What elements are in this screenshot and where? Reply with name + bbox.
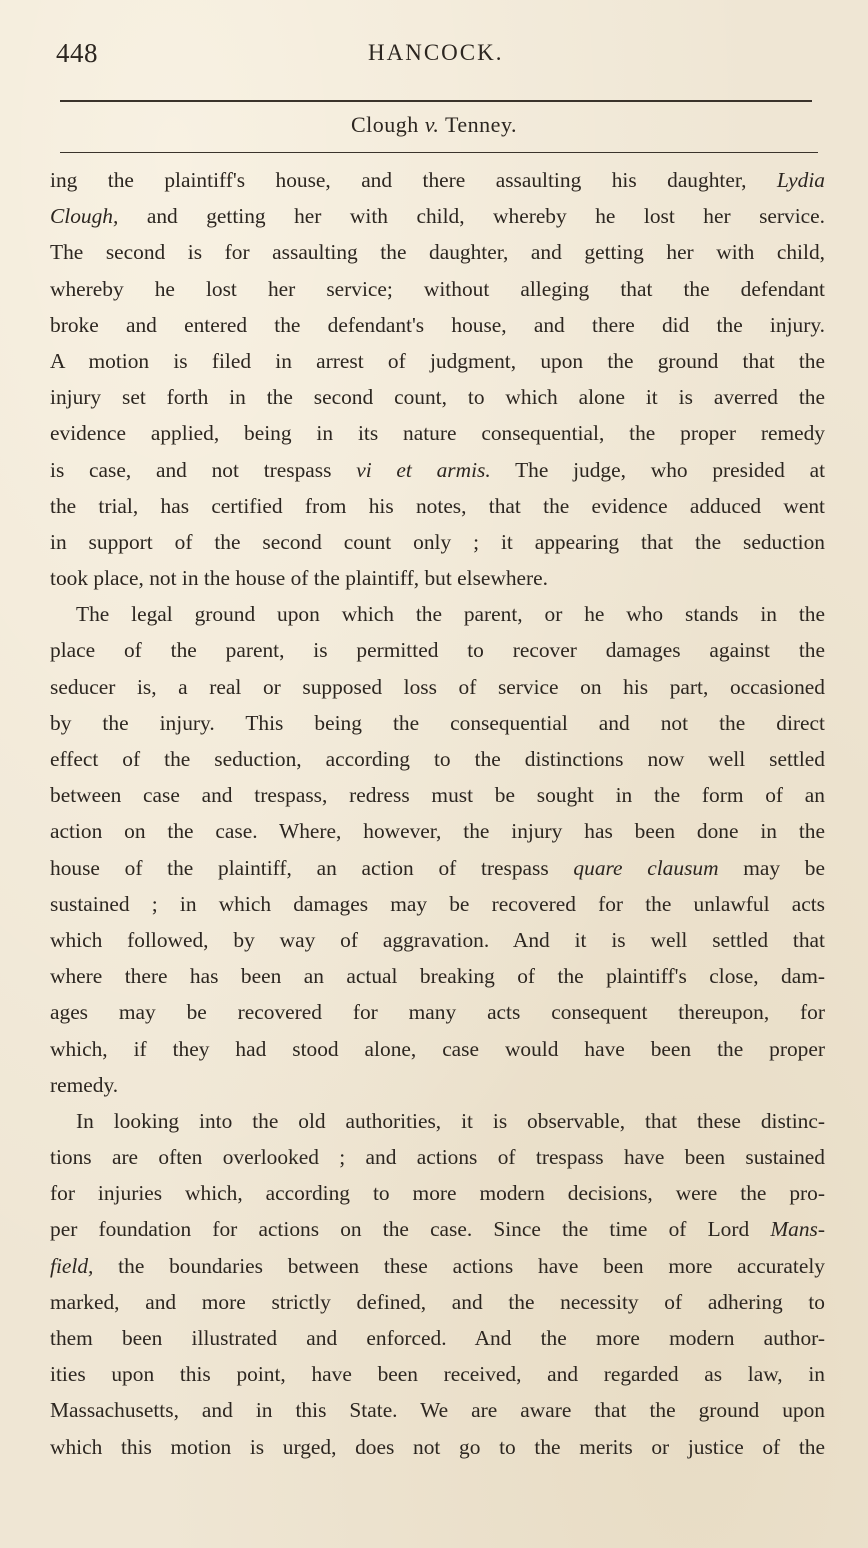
text-line-roman: sustained ; in which damages may be recovered for the unlawful acts: [50, 891, 825, 916]
text-line: [50, 1320, 825, 1356]
text-line-roman: A motion is filed in arrest of judgment, upon the ground that the: [50, 348, 825, 373]
text-line-roman: action on the case. Where, however, the injury has been done in the: [50, 819, 825, 844]
running-title: HANCOCK.: [368, 40, 504, 65]
text-line-roman: house of the plaintiff, an action of trespass: [50, 855, 574, 880]
text-line-roman: ing the plaintiff's house, and there assaulting his daughter,: [50, 168, 777, 192]
header-rule-bottom: [60, 152, 818, 153]
text-line-roman: effect of the seduction, according to the distinctions now well settled: [50, 747, 825, 771]
case-title-defendant: Tenney.: [439, 112, 518, 137]
text-line: [50, 452, 825, 488]
text-line: [50, 1175, 825, 1211]
running-head: [56, 38, 816, 78]
text-line: [50, 596, 825, 632]
text-line-roman: tions are often overlooked ; and actions of trespass have been sustained: [50, 1145, 825, 1170]
text-line-roman: marked, and more strictly defined, and the necessity of adhering to: [50, 1289, 825, 1314]
text-line-roman-tail: the boundaries between these actions have been more accurately: [93, 1253, 825, 1278]
text-line: [50, 524, 825, 560]
text-line: [50, 632, 825, 668]
text-line: [50, 1429, 825, 1465]
text-line-italic: Mans-: [770, 1217, 825, 1242]
text-line-roman: the trial, has certified from his notes, that the evidence adduced went: [50, 493, 825, 518]
text-line: [50, 1356, 825, 1392]
text-line-roman: by the injury. This being the consequential and not the direct: [50, 710, 825, 735]
text-line-roman: between case and trespass, redress must be sought in the form of an: [50, 783, 825, 808]
text-line: [50, 886, 825, 922]
text-line-roman: The second is for assaulting the daughter, and getting her with child,: [50, 240, 825, 265]
text-line-roman: seducer is, a real or supposed loss of service on his part, occasioned: [50, 674, 825, 699]
text-line-roman: The legal ground upon which the parent, or he who stands in the: [76, 602, 825, 627]
text-line-roman: is case, and not trespass: [50, 457, 357, 482]
text-line: [50, 198, 825, 234]
text-line: [50, 741, 825, 777]
text-line: [50, 1284, 825, 1320]
text-line: [50, 415, 825, 451]
text-line-roman: which this motion is urged, does not go to the merits or justice of the: [50, 1434, 825, 1459]
text-line-roman: them been illustrated and enforced. And the more modern author-: [50, 1326, 825, 1350]
text-line-roman: ities upon this point, have been received, and regarded as law, in: [50, 1362, 825, 1387]
text-line: [50, 958, 825, 994]
text-line-roman: place of the parent, is permitted to recover damages against the: [50, 638, 825, 663]
text-line-roman: for injuries which, according to more modern decisions, were the pro-: [50, 1181, 825, 1206]
text-line-roman: remedy.: [50, 1072, 119, 1097]
text-line: [50, 1139, 825, 1175]
text-line-italic: field,: [50, 1253, 94, 1278]
case-title-plaintiff: Clough: [350, 112, 425, 137]
text-line: [50, 669, 825, 705]
text-line-roman: In looking into the old authorities, it is observable, that these distinc-: [76, 1108, 825, 1133]
text-line-italic: Clough,: [50, 204, 119, 229]
text-line: [50, 1031, 825, 1067]
text-line: [50, 1248, 825, 1284]
text-line: [50, 234, 825, 270]
text-line: [50, 1211, 825, 1247]
text-line-roman: evidence applied, being in its nature consequential, the proper remedy: [50, 421, 825, 446]
text-line-roman: whereby he lost her service; without alleging that the defendant: [50, 276, 825, 301]
page-number: 448: [56, 38, 98, 68]
text-line: [50, 1103, 825, 1139]
opinion-text: [50, 162, 825, 1465]
text-line-italic: vi et armis.: [356, 457, 491, 482]
text-line-italic: Lydia: [776, 168, 825, 192]
text-line: [50, 777, 825, 813]
text-line: [50, 813, 825, 849]
text-line-roman: per foundation for actions on the case. Since the time of Lord: [50, 1217, 771, 1242]
text-line-roman-tail: and getting her with child, whereby he lost her service.: [118, 204, 825, 229]
text-line-roman: in support of the second count only ; it appearing that the seduction: [50, 529, 825, 554]
text-line: [50, 162, 825, 198]
text-line: [50, 705, 825, 741]
case-title: [0, 112, 868, 138]
text-line: [50, 343, 825, 379]
text-line-roman-tail: may be: [718, 855, 825, 880]
text-line-roman: Massachusetts, and in this State. We are aware that the ground upon: [50, 1398, 825, 1423]
text-line: [50, 1067, 825, 1103]
text-line-roman: broke and entered the defendant's house, and there did the injury.: [50, 312, 825, 337]
text-line: [50, 922, 825, 958]
text-line-roman: ages may be recovered for many acts consequent thereupon, for: [50, 1000, 825, 1025]
text-line: [50, 488, 825, 524]
text-line: [50, 560, 825, 596]
text-line-roman: which, if they had stood alone, case would have been the proper: [50, 1036, 825, 1061]
text-line-roman-tail: The judge, who presided at: [490, 457, 826, 482]
text-line-roman: where there has been an actual breaking of the plaintiff's close, dam-: [50, 964, 825, 989]
text-line: [50, 994, 825, 1030]
text-line: [50, 271, 825, 307]
case-title-versus: v.: [424, 112, 440, 137]
header-rule-top: [60, 100, 812, 102]
text-line: [50, 850, 825, 886]
text-line: [50, 307, 825, 343]
text-line: [50, 379, 825, 415]
text-line-italic: quare clausum: [573, 855, 719, 880]
text-line-roman: injury set forth in the second count, to which alone it is averred the: [50, 385, 825, 410]
text-line: [50, 1392, 825, 1428]
text-line-roman: which followed, by way of aggravation. And it is well settled that: [50, 927, 825, 952]
text-line-roman: took place, not in the house of the plaintiff, but elsewhere.: [50, 566, 548, 591]
